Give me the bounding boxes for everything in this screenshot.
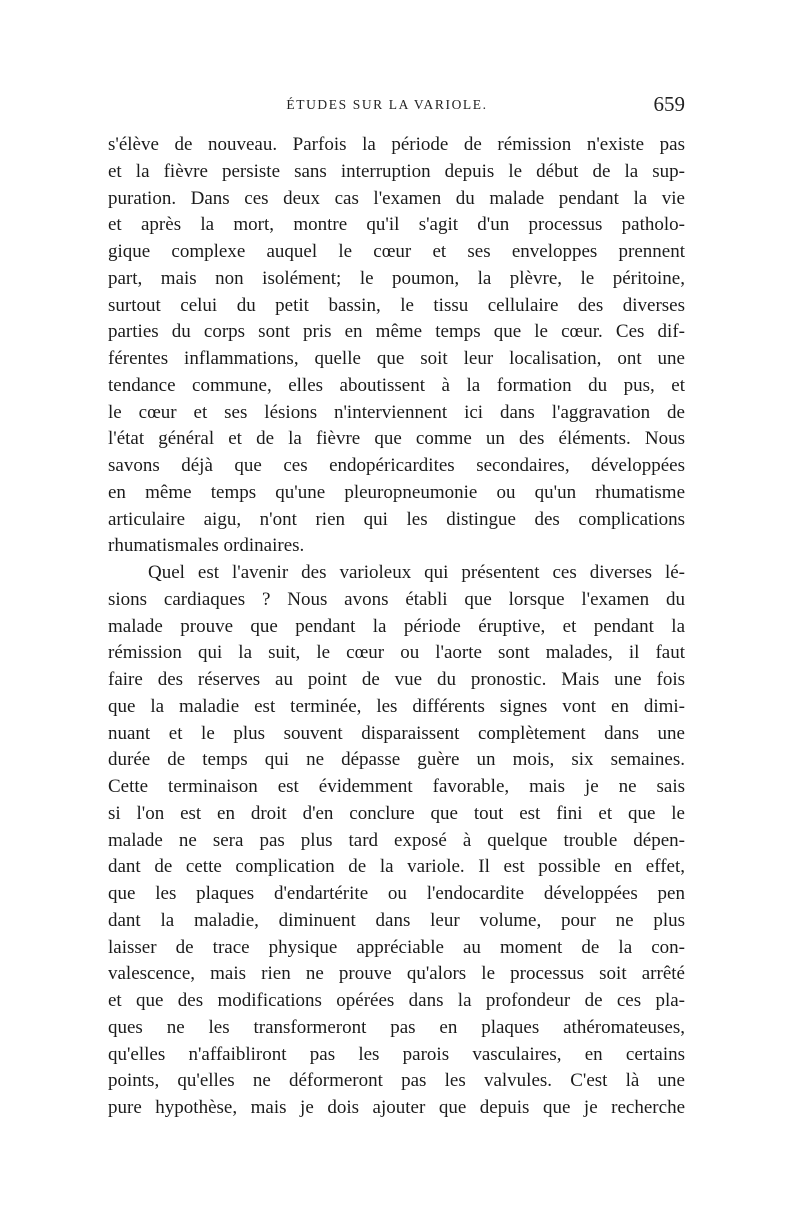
text-line: que les plaques d'endartérite ou l'endocardite développées pen [108, 883, 685, 904]
text-line: si l'on est en droit d'en conclure que tout est fini et que le [108, 802, 685, 824]
text-line: et que des modifications opérées dans la profondeur de ces pla- [108, 990, 685, 1011]
text-line: en même temps qu'une pleuropneumonie ou qu'un rhumatisme [108, 481, 685, 503]
text-line: dant de cette complication de la variole. Il est possible en effet, [108, 856, 685, 878]
text-line: Quel est l'avenir des varioleux qui présentent ces diverses lé- [148, 562, 685, 583]
text-line: valescence, mais rien ne prouve qu'alors le processus soit arrêté [108, 963, 685, 985]
text-line: et la fièvre persiste sans interruption depuis le début de la sup- [108, 160, 685, 182]
page-number: 659 [653, 92, 685, 116]
text-line: savons déjà que ces endopéricardites secondaires, développées [108, 455, 685, 476]
text-line: tendance commune, elles aboutissent à la formation du pus, et [108, 374, 685, 396]
text-line: dant la maladie, diminuent dans leur volume, pour ne plus [108, 909, 685, 931]
text-line: sions cardiaques ? Nous avons établi que lorsque l'examen du [108, 588, 685, 610]
text-line: que la maladie est terminée, les différents signes vont en dimi- [108, 695, 685, 717]
paragraph-1 [108, 132, 685, 560]
body-text [108, 132, 685, 1122]
text-line: durée de temps qui ne dépasse guère un mois, six semaines. [108, 749, 685, 771]
text-line: laisser de trace physique appréciable au moment de la con- [108, 936, 685, 958]
text-line: Cette terminaison est évidemment favorable, mais je ne sais [108, 776, 685, 797]
text-line: férentes inflammations, quelle que soit leur localisation, ont une [108, 348, 685, 369]
text-line: part, mais non isolément; le poumon, la plèvre, le péritoine, [108, 267, 685, 289]
text-line: nuant et le plus souvent disparaissent complètement dans une [108, 722, 685, 744]
text-line: points, qu'elles ne déformeront pas les valvules. C'est là une [108, 1070, 685, 1092]
text-line: parties du corps sont pris en même temps que le cœur. Ces dif- [108, 321, 685, 343]
text-line: rémission qui la suit, le cœur ou l'aorte sont malades, il faut [108, 642, 685, 664]
running-title: ÉTUDES SUR LA VARIOLE. [286, 97, 488, 112]
text-line: ques ne les transformeront pas en plaques athéromateuses, [108, 1016, 685, 1038]
text-line: qu'elles n'affaibliront pas les parois vasculaires, en certains [108, 1043, 685, 1065]
text-line: pure hypothèse, mais je dois ajouter que depuis que je recherche [108, 1097, 685, 1118]
text-line: malade ne sera pas plus tard exposé à quelque trouble dépen- [108, 829, 685, 851]
text-line: puration. Dans ces deux cas l'examen du malade pendant la vie [108, 187, 685, 209]
text-line: gique complexe auquel le cœur et ses enveloppes prennent [108, 241, 685, 262]
text-line: l'état général et de la fièvre que comme un des éléments. Nous [108, 428, 685, 450]
text-line: malade prouve que pendant la période éruptive, et pendant la [108, 615, 685, 637]
text-line: le cœur et ses lésions n'interviennent ici dans l'aggravation de [108, 401, 685, 423]
text-line: s'élève de nouveau. Parfois la période de rémission n'existe pas [108, 134, 685, 155]
text-line: articulaire aigu, n'ont rien qui les distingue des complications [108, 508, 685, 530]
text-line: et après la mort, montre qu'il s'agit d'un processus patholo- [108, 214, 685, 236]
paragraph-2 [108, 560, 685, 1122]
text-line: faire des réserves au point de vue du pronostic. Mais une fois [108, 669, 685, 690]
text-line: surtout celui du petit bassin, le tissu cellulaire des diverses [108, 294, 685, 316]
text-line: rhumatismales ordinaires. [108, 535, 305, 557]
